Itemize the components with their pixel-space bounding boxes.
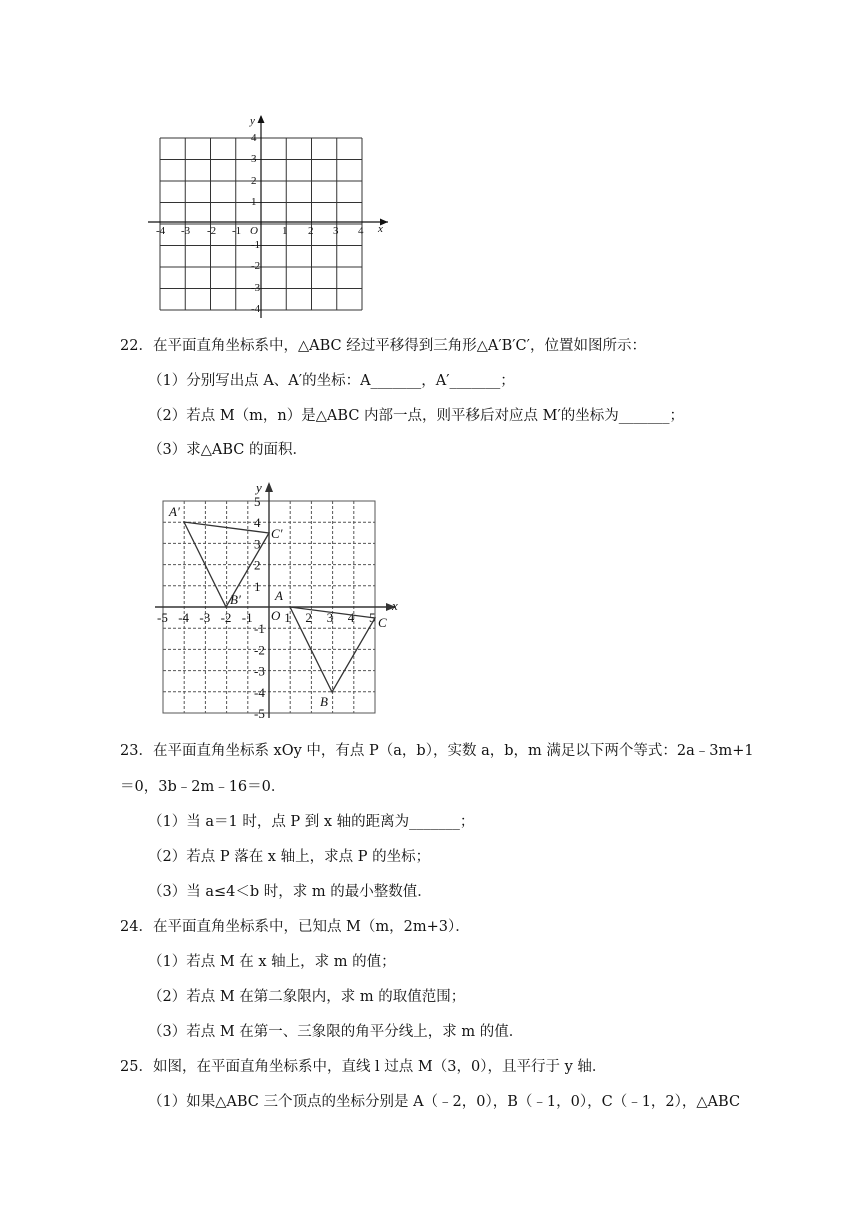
q24-part2: （2）若点 M 在第二象限内，求 m 的取值范围； (148, 989, 466, 1005)
q22-part1: （1）分别写出点 A、A′的坐标：A_______，A′_______； (148, 373, 515, 389)
point-a-label: A (275, 588, 283, 603)
fig2-x-tick: -3 (199, 610, 211, 625)
q24-stem: 24．在平面直角坐标系中，已知点 M（m，2m+3）． (120, 919, 470, 935)
fig1-x-tick: -4 (156, 225, 166, 237)
q22-part2: （2）若点 M（m，n）是△ABC 内部一点，则平移后对应点 M′的坐标为_______； (148, 408, 685, 424)
q23-part1: （1）当 a＝1 时，点 P 到 x 轴的距离为_______； (148, 814, 475, 830)
fig2-x-tick: 1 (284, 610, 291, 625)
fig1-y-tick: 3 (251, 153, 257, 165)
q22-part3: （3）求△ABC 的面积． (148, 442, 307, 458)
q25-stem: 25．如图，在平面直角坐标系中，直线 l 过点 M（3，0），且平行于 y 轴． (120, 1059, 607, 1075)
fig2-y-tick: 3 (254, 536, 261, 552)
figure-grid-1 (140, 110, 400, 320)
fig1-y-tick: -2 (251, 260, 261, 272)
fig2-x-tick: 3 (326, 610, 334, 625)
fig2-origin: O (271, 608, 281, 623)
fig2-x-tick: -1 (241, 610, 253, 625)
fig1-x-tick: -1 (232, 225, 242, 237)
fig1-y-tick: -3 (251, 282, 261, 294)
point-c1-label: C′ (271, 526, 283, 541)
figure-triangles (150, 476, 400, 726)
fig2-y-tick: 2 (254, 557, 261, 573)
fig2-y-tick: -2 (254, 642, 265, 658)
fig1-x-tick: 3 (333, 225, 339, 237)
fig2-x-tick: 4 (347, 610, 355, 625)
fig2-y-tick: -3 (254, 663, 265, 679)
fig2-x-tick: -2 (220, 610, 232, 625)
fig2-y-tick: 5 (254, 494, 261, 509)
fig2-y-tick: -5 (254, 706, 265, 721)
fig2-y-tick: 4 (254, 515, 261, 531)
fig1-x-label: x (378, 223, 383, 235)
fig1-x-tick: -3 (181, 225, 191, 237)
fig1-y-tick: 1 (251, 196, 257, 208)
fig1-origin: O (250, 225, 258, 237)
fig1-x-tick: 1 (282, 225, 288, 237)
fig1-y-label: y (250, 115, 255, 127)
fig2-y-tick: 1 (254, 578, 261, 594)
q23-stem-2: ＝0，3b﹣2m﹣16＝0． (120, 779, 286, 795)
fig1-y-tick: 2 (251, 175, 257, 187)
fig1-y-tick: 4 (251, 132, 257, 144)
q22-stem: 22．在平面直角坐标系中，△ABC 经过平移得到三角形△A′B′C′，位置如图所示： (120, 338, 646, 354)
point-c-label: C (378, 615, 387, 630)
q23-part3: （3）当 a≤4＜b 时，求 m 的最小整数值． (148, 884, 432, 900)
fig1-y-tick: -4 (251, 303, 261, 315)
fig2-x-label: x (392, 598, 398, 613)
point-b-label: B (320, 694, 328, 709)
fig2-x-tick: -4 (178, 610, 190, 625)
fig2-y-tick: -4 (254, 684, 265, 700)
fig2-y-tick: -1 (254, 621, 265, 637)
fig2-x-tick: 5 (369, 610, 376, 625)
point-b1-label: B′ (230, 592, 241, 607)
q24-part3: （3）若点 M 在第一、三象限的角平分线上，求 m 的值． (148, 1024, 524, 1040)
fig2-x-tick: -5 (157, 610, 168, 625)
point-a1-label: A′ (169, 504, 180, 519)
fig1-x-tick: 4 (358, 225, 364, 237)
q25-part1: （1）如果△ABC 三个顶点的坐标分别是 A（﹣2，0），B（﹣1，0），C（﹣1，2），△ABC (148, 1094, 741, 1110)
fig2-x-tick: 2 (305, 610, 312, 625)
q23-part2: （2）若点 P 落在 x 轴上，求点 P 的坐标； (148, 849, 431, 865)
fig2-y-label: y (256, 480, 262, 495)
fig1-x-tick: -2 (207, 225, 217, 237)
q23-stem-1: 23．在平面直角坐标系 xOy 中，有点 P（a，b），实数 a，b，m 满足以下两个等式：2a﹣3m+1 (120, 743, 754, 759)
fig1-y-tick: -1 (251, 239, 261, 251)
q24-part1: （1）若点 M 在 x 轴上，求 m 的值； (148, 954, 396, 970)
fig1-x-tick: 2 (308, 225, 314, 237)
